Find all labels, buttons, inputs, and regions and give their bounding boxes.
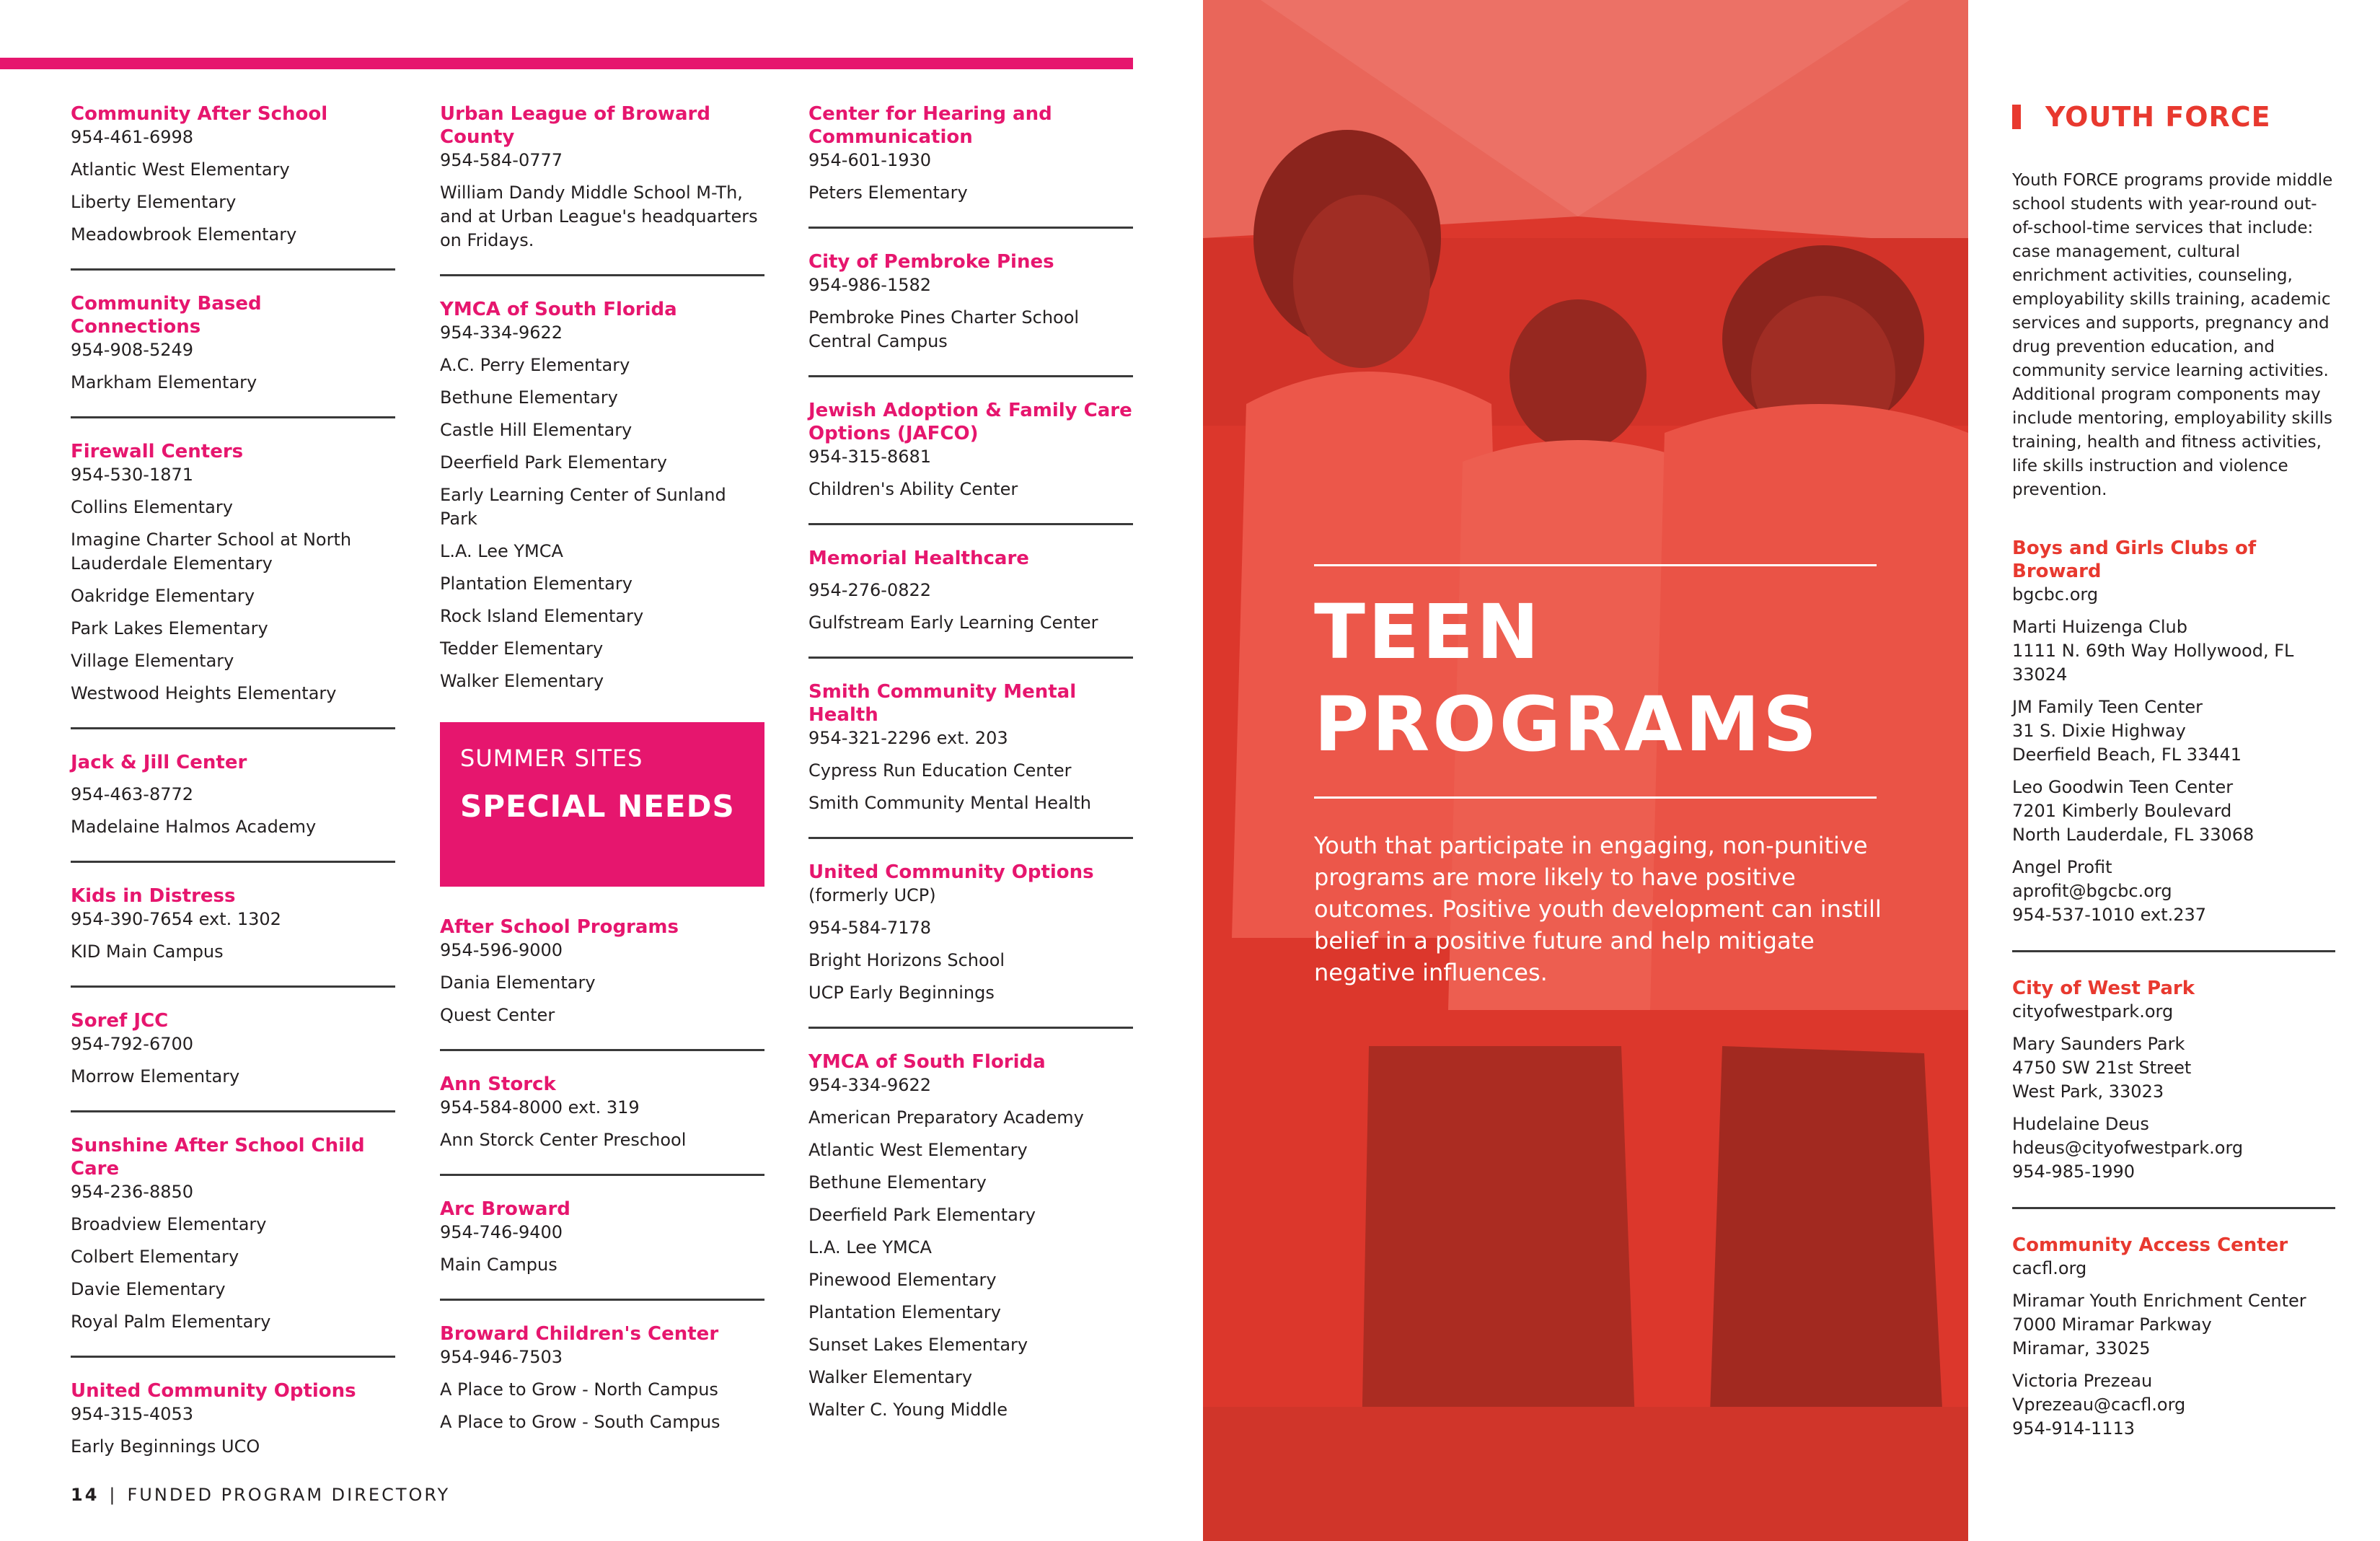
program-name: Kids in Distress [71,885,236,907]
program-site: 954-276-0822 [808,580,932,600]
provider-entry [2012,537,2335,952]
provider-location: Mary Saunders Park 4750 SW 21st Street West Park, 33023 [2012,1034,2192,1102]
program-entry [808,547,1133,659]
program-entry [808,680,1133,839]
program-phone: 954-584-0777 [440,150,563,170]
program-entry [440,298,764,693]
provider-website-link[interactable]: bgcbc.org [2012,584,2099,605]
program-name: YMCA of South Florida [808,1051,1046,1073]
program-entry [808,399,1133,525]
program-sites [808,478,1133,501]
program-site: Early Learning Center of Sunland Park [440,485,726,529]
program-entry [440,102,764,276]
youth-force-header [2012,101,2335,133]
program-phone: 954-461-6998 [71,127,194,147]
program-site: UCP Early Beginnings [808,983,995,1003]
program-entry [440,916,764,1051]
program-name: Soref JCC [71,1010,169,1032]
program-phone: 954-601-1930 [808,150,932,170]
program-site: Ann Storck Center Preschool [440,1130,687,1150]
provider-location: Angel Profit aprofit@bgcbc.org 954-537-1010 ext.237 [2012,857,2207,925]
program-site: Sunset Lakes Elementary [808,1335,1028,1355]
provider-entry [2012,977,2335,1209]
program-sites [808,579,1133,635]
program-phone: 954-390-7654 ext. 1302 [71,909,281,929]
program-phone: 954-596-9000 [440,940,563,960]
program-site: A Place to Grow - South Campus [440,1412,720,1432]
teen-photo [1203,0,1968,1541]
program-site: Village Elementary [71,651,234,671]
program-site: Peters Elementary [808,183,968,203]
program-site: Meadowbrook Elementary [71,224,297,245]
program-name: After School Programs [440,916,679,938]
red-photo-overlay [1203,0,1968,1541]
column-2-top-list [440,102,764,693]
program-entry [71,1134,395,1358]
program-site: Plantation Elementary [808,1302,1001,1322]
program-site: Bright Horizons School [808,950,1005,970]
program-name: Arc Broward [440,1198,570,1220]
provider-location: Miramar Youth Enrichment Center 7000 Miramar Parkway Miramar, 33025 [2012,1291,2306,1358]
program-entry [71,440,395,729]
program-name: Sunshine After School Child Care [71,1135,365,1180]
program-sites [71,1213,395,1334]
program-site: Morrow Elementary [71,1066,240,1086]
program-sites [808,1106,1133,1422]
provider-location: Marti Huizenga Club 1111 N. 69th Way Hollywood, FL 33024 [2012,617,2294,685]
program-name: Smith Community Mental Health [808,681,1077,726]
program-phone: 954-334-9622 [808,1075,932,1095]
provider-location: Hudelaine Deus hdeus@cityofwestpark.org 954-985-1990 [2012,1114,2244,1182]
program-name: Community Based Connections [71,293,262,338]
program-site: A Place to Grow - North Campus [440,1379,718,1400]
program-entry [808,102,1133,229]
program-name: Urban League of Broward County [440,103,710,148]
provider-name: Community Access Center [2012,1234,2288,1256]
provider-location: JM Family Teen Center 31 S. Dixie Highway Deerfield Beach, FL 33441 [2012,697,2242,765]
program-phone: 954-946-7503 [440,1347,563,1367]
hero-title: TEEN PROGRAMS [1314,588,1820,768]
program-site: Park Lakes Elementary [71,618,268,638]
program-site: KID Main Campus [71,941,224,962]
program-name: Ann Storck [440,1074,556,1095]
program-site: Markham Elementary [71,372,257,392]
youth-force-column [2012,101,2335,1488]
program-phone: (formerly UCP) [808,885,936,905]
program-site: Walter C. Young Middle [808,1400,1008,1420]
program-site: L.A. Lee YMCA [440,541,563,561]
program-site: 954-463-8772 [71,784,194,804]
program-site: 954-584-7178 [808,918,932,938]
program-sites [71,158,395,247]
program-phone: 954-315-4053 [71,1404,194,1424]
program-phone: 954-908-5249 [71,340,194,360]
program-entry [71,1379,395,1480]
program-site: Bethune Elementary [808,1172,987,1193]
program-phone: 954-746-9400 [440,1222,563,1242]
program-sites [71,940,395,964]
program-sites [71,496,395,706]
program-phone: 954-321-2296 ext. 203 [808,728,1008,748]
program-entry [71,292,395,418]
hero-rule-bottom [1314,796,1877,799]
program-entry [71,1009,395,1112]
program-entry [71,751,395,863]
top-accent-rule [0,58,1133,69]
directory-column-3 [808,102,1133,1444]
column-2-bottom-list [440,916,764,1456]
program-sites [71,783,395,839]
provider-location: Leo Goodwin Teen Center 7201 Kimberly Boulevard North Lauderdale, FL 33068 [2012,777,2255,845]
program-site: Madelaine Halmos Academy [71,817,317,837]
youth-force-description: Youth FORCE programs provide middle school students with year-round out-of-school-time services that include: case management, cultural enrichment activities, counseling, employability skills training, academic services and supports, pregnancy and drug prevention education, and community service learning activities. Additional program components may include mentoring, employability skills training, health and fitness activities, life skills instruction and violence prevention. [2012,171,2333,499]
program-site: Bethune Elementary [440,387,618,408]
special-needs-kicker: SUMMER SITES [460,745,643,772]
program-site: Rock Island Elementary [440,606,644,626]
program-name: Community After School [71,103,328,125]
program-phone: 954-530-1871 [71,465,194,485]
program-site: Broadview Elementary [71,1214,267,1234]
program-sites [808,759,1133,815]
program-site: Early Beginnings UCO [71,1436,260,1457]
program-name: United Community Options [808,861,1094,883]
program-site: L.A. Lee YMCA [808,1237,932,1257]
program-sites [808,181,1133,205]
program-entry [808,250,1133,377]
program-name: YMCA of South Florida [440,299,677,320]
program-site: Plantation Elementary [440,574,633,594]
program-name: Jewish Adoption & Family Care Options (JAFCO) [808,400,1132,444]
program-name: Memorial Healthcare [808,548,1029,569]
provider-name: Boys and Girls Clubs of Broward [2012,537,2257,582]
program-entry [440,1073,764,1176]
page-number: 14 [71,1485,100,1505]
program-site: Walker Elementary [808,1367,973,1387]
program-site: Collins Elementary [71,497,233,517]
program-site: Smith Community Mental Health [808,793,1091,813]
youth-force-provider-list [2012,537,2335,1464]
program-site: Royal Palm Elementary [71,1312,271,1332]
program-site: Deerfield Park Elementary [440,452,667,473]
program-name: City of Pembroke Pines [808,251,1054,273]
program-site: Deerfield Park Elementary [808,1205,1036,1225]
program-sites [808,916,1133,1005]
footer-label: FUNDED PROGRAM DIRECTORY [127,1485,451,1505]
page-footer [71,1485,450,1505]
directory-column-1 [71,102,395,1480]
special-needs-title: SPECIAL NEEDS [460,789,735,824]
program-sites [440,354,764,693]
program-site: Quest Center [440,1005,555,1025]
program-name: Firewall Centers [71,441,244,462]
program-site: Pembroke Pines Charter School Central Campus [808,307,1080,351]
hero-intro-text: Youth that participate in engaging, non-punitive programs are more likely to have positive outcomes. Positive youth development can instill belief in a positive future and help mitigate negative influences. [1314,832,1882,986]
program-sites [440,971,764,1027]
program-site: Oakridge Elementary [71,586,255,606]
program-site: Davie Elementary [71,1279,226,1299]
youth-force-title: YOUTH FORCE [2045,101,2271,133]
special-needs-banner [440,722,764,887]
program-phone: 954-792-6700 [71,1034,194,1054]
program-phone: 954-236-8850 [71,1182,194,1202]
program-sites [440,1128,764,1152]
provider-entry [2012,1234,2335,1464]
provider-website-link[interactable]: cacfl.org [2012,1258,2087,1278]
program-name: Center for Hearing and Communication [808,103,1052,148]
program-name: Jack & Jill Center [71,752,247,773]
program-site: Main Campus [440,1255,557,1275]
hero-rule-top [1314,564,1877,566]
program-phone: 954-315-8681 [808,447,932,467]
program-site: A.C. Perry Elementary [440,355,630,375]
program-site: Colbert Elementary [71,1247,239,1267]
program-site: Atlantic West Elementary [808,1140,1028,1160]
program-entry [808,861,1133,1029]
program-sites [440,181,764,253]
program-sites [808,306,1133,354]
provider-website-link[interactable]: cityofwestpark.org [2012,1001,2174,1022]
program-sites [71,371,395,395]
program-site: American Preparatory Academy [808,1107,1084,1128]
program-sites [71,1435,395,1459]
program-entry [71,884,395,988]
section-marker-bar [2012,105,2021,129]
program-phone: 954-584-8000 ext. 319 [440,1097,640,1118]
program-name: Broward Children's Center [440,1323,719,1345]
program-name: United Community Options [71,1380,356,1402]
program-site: Atlantic West Elementary [71,159,290,180]
program-entry [71,102,395,271]
program-site: Walker Elementary [440,671,604,691]
program-entry [440,1198,764,1301]
program-phone: 954-986-1582 [808,275,932,295]
program-site: Gulfstream Early Learning Center [808,613,1098,633]
program-site: Liberty Elementary [71,192,237,212]
footer-separator: | [109,1485,118,1505]
program-site: Tedder Elementary [440,638,604,659]
program-site: William Dandy Middle School M-Th, and at Urban League's headquarters on Fridays. [440,183,758,250]
program-sites [440,1378,764,1434]
program-sites [71,1065,395,1089]
provider-name: City of West Park [2012,978,2195,999]
program-entry [440,1322,764,1456]
directory-column-2 [440,102,764,1456]
program-sites [440,1253,764,1277]
program-phone: 954-334-9622 [440,322,563,343]
provider-location: Victoria Prezeau Vprezeau@cacfl.org 954-914-1113 [2012,1371,2186,1439]
program-site: Pinewood Elementary [808,1270,997,1290]
program-site: Children's Ability Center [808,479,1018,499]
program-entry [808,1050,1133,1444]
program-site: Westwood Heights Elementary [71,683,337,703]
program-site: Castle Hill Elementary [440,420,633,440]
program-site: Dania Elementary [440,973,596,993]
program-site: Imagine Charter School at North Lauderdale Elementary [71,530,352,574]
program-site: Cypress Run Education Center [808,760,1072,781]
